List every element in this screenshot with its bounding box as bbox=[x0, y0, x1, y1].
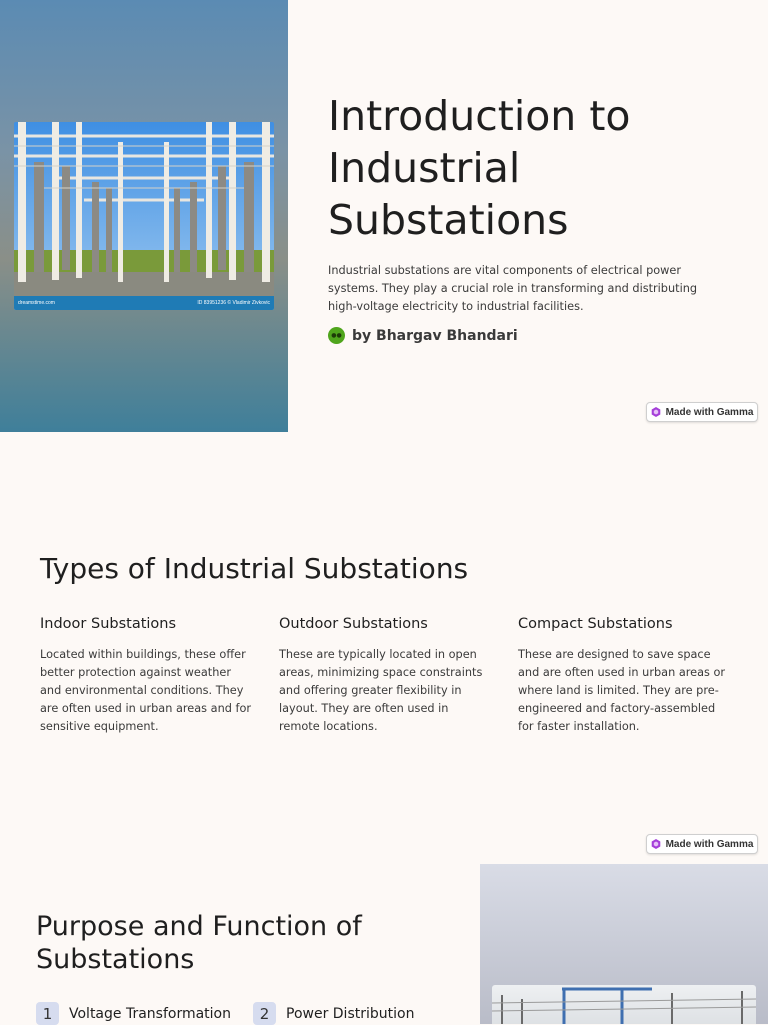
type-card-text: Located within buildings, these offer better protection against weather and environmental conditions. They are often used in urban areas and for sensitive equipment. bbox=[40, 648, 252, 733]
author-byline bbox=[328, 327, 518, 344]
type-card-compact bbox=[518, 616, 730, 736]
section-title-purpose: Purpose and Function of Substations bbox=[36, 911, 362, 975]
substation-photo-2 bbox=[492, 985, 756, 1024]
gamma-logo-icon bbox=[651, 407, 661, 417]
photo-caption-bar bbox=[14, 296, 274, 310]
step-label: Voltage Transformation bbox=[69, 1005, 231, 1022]
slide-purpose bbox=[0, 864, 768, 1024]
type-card-text: These are designed to save space and are often used in urban areas or where land is limited. They are pre-engineered and factory-assembled for faster installation. bbox=[518, 648, 726, 733]
author-avatar-icon: ●● bbox=[328, 327, 345, 344]
photo-caption-left: dreamstime.com bbox=[18, 300, 55, 306]
made-with-gamma-button[interactable] bbox=[646, 402, 758, 422]
gamma-badge-label: Made with Gamma bbox=[665, 838, 754, 850]
section-title-types: Types of Industrial Substations bbox=[40, 552, 469, 585]
type-card-text: These are typically located in open areas, minimizing space constraints and offering greater flexibility in layout. They are often used in remote locations. bbox=[279, 648, 483, 733]
step-label: Power Distribution bbox=[286, 1005, 415, 1022]
made-with-gamma-button[interactable] bbox=[646, 834, 758, 854]
step-number: 1 bbox=[36, 1002, 59, 1025]
type-card-title: Compact Substations bbox=[518, 616, 673, 632]
slide-types bbox=[0, 432, 768, 864]
purpose-image-panel bbox=[480, 864, 768, 1024]
step-number: 2 bbox=[253, 1002, 276, 1025]
intro-paragraph: Industrial substations are vital components of electrical power systems. They play a crucial role in transforming and distributing high-voltage electricity to industrial facilities. bbox=[328, 264, 698, 313]
step-item bbox=[36, 1002, 231, 1025]
author-name: by Bhargav Bhandari bbox=[352, 327, 518, 344]
slide-introduction bbox=[0, 0, 768, 432]
step-list bbox=[36, 1002, 436, 1025]
photo-caption-right: ID 83951236 © Vladimir Zivkovic bbox=[197, 300, 270, 306]
substation-photo bbox=[14, 122, 274, 310]
type-card-title: Indoor Substations bbox=[40, 616, 177, 632]
type-card-title: Outdoor Substations bbox=[279, 616, 428, 632]
gamma-badge-label: Made with Gamma bbox=[665, 406, 754, 418]
page-title: Introduction to Industrial Substations bbox=[328, 92, 631, 244]
type-card-outdoor bbox=[279, 616, 491, 736]
step-item bbox=[253, 1002, 414, 1025]
type-card-indoor bbox=[40, 616, 252, 736]
hero-image-panel bbox=[0, 0, 288, 432]
gamma-logo-icon bbox=[651, 839, 661, 849]
